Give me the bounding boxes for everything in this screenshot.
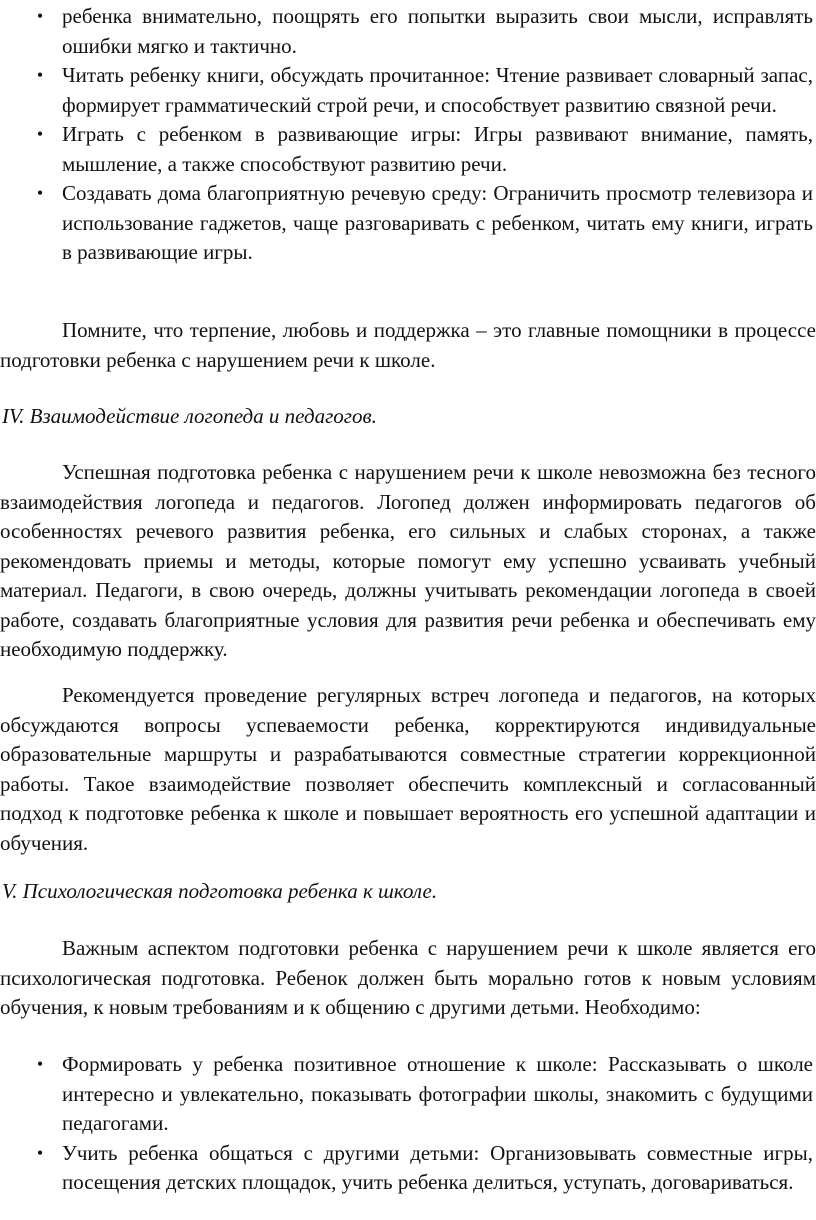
- paragraph-interaction: Успешная подготовка ребенка с нарушением речи к школе невозможна без тесного взаимодействия логопеда и педагогов. Логопед должен информировать педагогов об особенностях речевого развития ребенка, его сильных и слабых сторонах, а также рекомендовать приемы и методы, которые помогут ему успешно усваивать учебный материал. Педагоги, в свою очередь, должны учитывать рекомендации логопеда в своей работе, создавать благоприятные условия для развития речи ребенка и обеспечивать ему необходимую поддержку.: [0, 460, 816, 661]
- list-item-text: ребенка внимательно, поощрять его попытки выразить свои мысли, исправлять ошибки мягко и тактично.: [62, 4, 813, 58]
- bullet-icon: •: [36, 1142, 44, 1163]
- recommendations-list: [0, 2, 816, 268]
- list-item-text: Играть с ребенком в развивающие игры: Игры развивают внимание, память, мышление, а также способствуют развитию речи.: [62, 122, 813, 176]
- paragraph-reminder: Помните, что терпение, любовь и поддержка – это главные помощники в процессе подготовки ребенка с нарушением речи к школе.: [0, 318, 816, 372]
- bullet-icon: •: [36, 183, 44, 203]
- list-item: [0, 179, 816, 268]
- section-heading-5: V. Психологическая подготовка ребенка к школе.: [2, 879, 438, 903]
- bullet-icon: •: [36, 65, 44, 85]
- bullet-icon: •: [36, 124, 44, 144]
- bullet-icon: •: [36, 6, 44, 26]
- list-item: [0, 2, 816, 61]
- bullet-icon: •: [36, 1054, 44, 1074]
- section-heading-4: IV. Взаимодействие логопеда и педагогов.: [2, 404, 377, 428]
- paragraph-psychological: Важным аспектом подготовки ребенка с нарушением речи к школе является его психологическая подготовка. Ребенок должен быть морально готов к новым условиям обучения, к новым требованиям и к общению с другими детьми. Необходимо:: [0, 936, 816, 1019]
- list-item: [0, 120, 816, 179]
- list-item: [0, 1050, 816, 1139]
- psychological-list: [0, 1050, 816, 1198]
- paragraph-meetings: Рекомендуется проведение регулярных встреч логопеда и педагогов, на которых обсуждаются вопросы успеваемости ребенка, корректируются индивидуальные образовательные маршруты и разрабатываются совместные стратегии коррекционной работы. Такое взаимодействие позволяет обеспечить комплексный и согласованный подход к подготовке ребенка к школе и повышает вероятность его успешной адаптации и обучения.: [0, 683, 816, 855]
- list-item-text: Создавать дома благоприятную речевую среду: Ограничить просмотр телевизора и использование гаджетов, чаще разговаривать с ребенком, читать ему книги, играть в развивающие игры.: [62, 181, 813, 264]
- list-item-text: Формировать у ребенка позитивное отношение к школе: Рассказывать о школе интересно и увлекательно, показывать фотографии школы, знакомить с будущими педагогами.: [62, 1052, 813, 1135]
- list-item: [0, 61, 816, 120]
- list-item-text: Учить ребенка общаться с другими детьми: Организовывать совместные игры, посещения детских площадок, учить ребенка делиться, уступать, договариваться.: [62, 1140, 813, 1194]
- list-item: [0, 1139, 816, 1198]
- list-item-text: Читать ребенку книги, обсуждать прочитанное: Чтение развивает словарный запас, формирует грамматический строй речи, и способствует развитию связной речи.: [62, 63, 813, 117]
